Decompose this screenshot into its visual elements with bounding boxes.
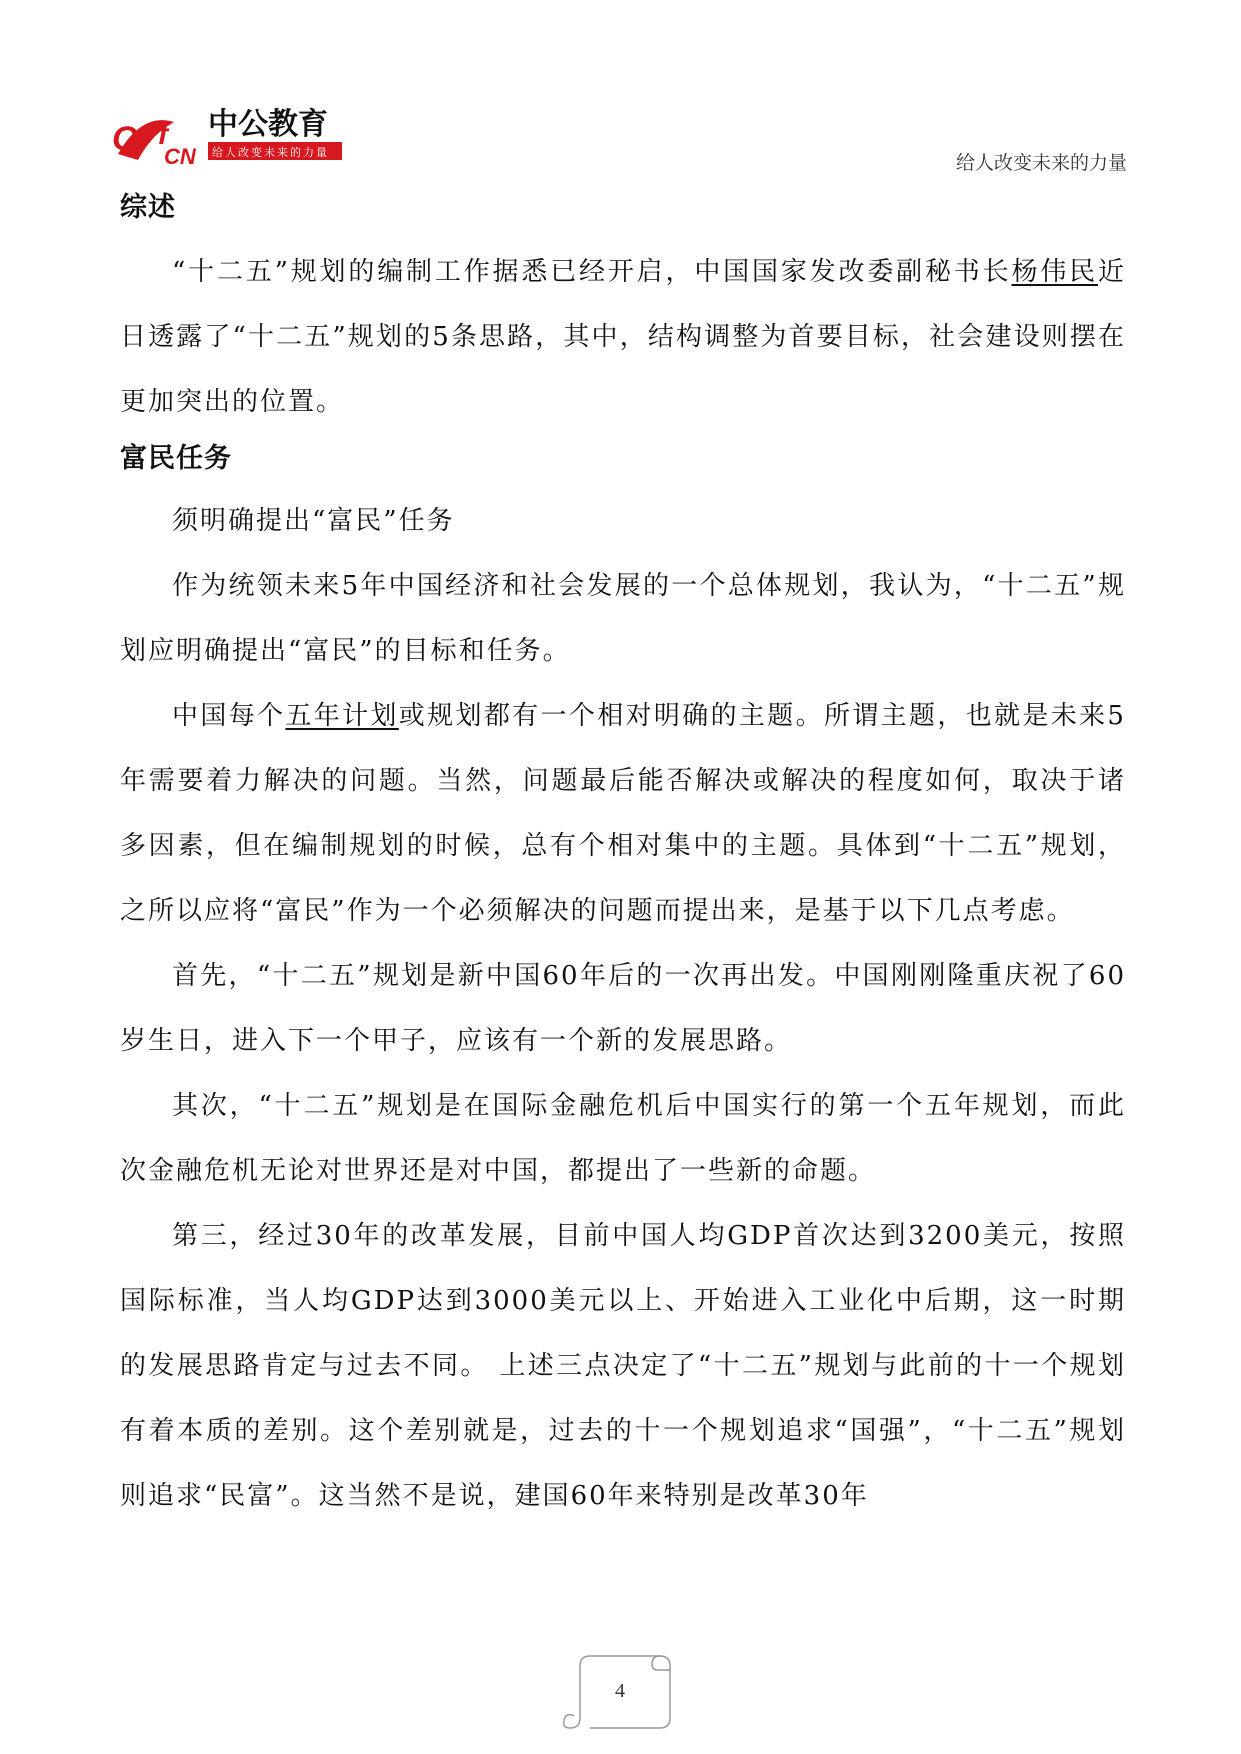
paragraph-third: 第三，经过30年的改革发展，目前中国人均GDP首次达到3200美元，按照国际标准，当人均GDP达到3000美元以上、开始进入工业化中后期，这一时期的发展思路肯定与过去不同。 上述三点决定了“十二五”规划与此前的十一个规划有着本质的差别。这个差别就是，过去的十一个规划追求“国强”，“十二五”规划则追求“民富”。这当然不是说，建国60年来特别是改革30年 [120, 1221, 1126, 1511]
paragraph-text: “十二五”规划的编制工作据悉已经开启，中国国家发改委副秘书长 [172, 257, 1012, 287]
page-header [112, 100, 1127, 172]
paragraph-first: 首先，“十二五”规划是新中国60年后的一次再出发。中国刚刚隆重庆祝了60岁生日，进入下一个甲子，应该有一个新的发展思路。 [120, 961, 1126, 1056]
logo-mark-text: Of [112, 120, 150, 158]
paragraph-overview [120, 240, 1126, 435]
paragraph-theme [120, 684, 1126, 944]
logo-title: 中公教育 [208, 107, 328, 142]
paragraph-subtitle: 须明确提出“富民”任务 [172, 506, 455, 536]
paragraph-intro: 作为统领未来5年中国经济和社会发展的一个总体规划，我认为，“十二五”规划应明确提出“富民”的目标和任务。 [120, 571, 1126, 666]
link-five-year-plan[interactable]: 五年计划 [285, 701, 399, 731]
page-number: 4 [615, 1680, 625, 1702]
header-tagline: 给人改变未来的力量 [955, 152, 1127, 174]
page-footer [560, 1648, 680, 1736]
section-heading-overview: 综述 [120, 192, 176, 223]
link-yang-weimin[interactable]: 杨伟民 [1011, 257, 1098, 287]
paragraph-text: 或规划都有一个相对明确的主题。所谓主题，也就是未来5年需要着力解决的问题。当然，问题最后能否解决或解决的程度如何，取决于诸多因素，但在编制规划的时候，总有个相对集中的主题。具体到“十二五”规划，之所以应将“富民”作为一个必须解决的问题而提出来，是基于以下几点考虑。 [120, 701, 1126, 926]
svg-text:f: f [158, 118, 168, 151]
section-heading-fumin: 富民任务 [120, 443, 232, 474]
svg-text:CN: CN [164, 144, 196, 169]
offcn-logo [112, 104, 382, 170]
paragraph-second: 其次，“十二五”规划是在国际金融危机后中国实行的第一个五年规划，而此次金融危机无论对世界还是对中国，都提出了一些新的命题。 [120, 1091, 1126, 1186]
paragraph-text: 近日透露了“十二五”规划的5条思路，其中，结构调整为首要目标，社会建设则摆在更加突出的位置。 [120, 257, 1126, 417]
document-body [120, 190, 1126, 1529]
logo-subtitle: 给人改变未来的力量 [212, 146, 329, 159]
paragraph-text: 中国每个 [172, 701, 286, 731]
